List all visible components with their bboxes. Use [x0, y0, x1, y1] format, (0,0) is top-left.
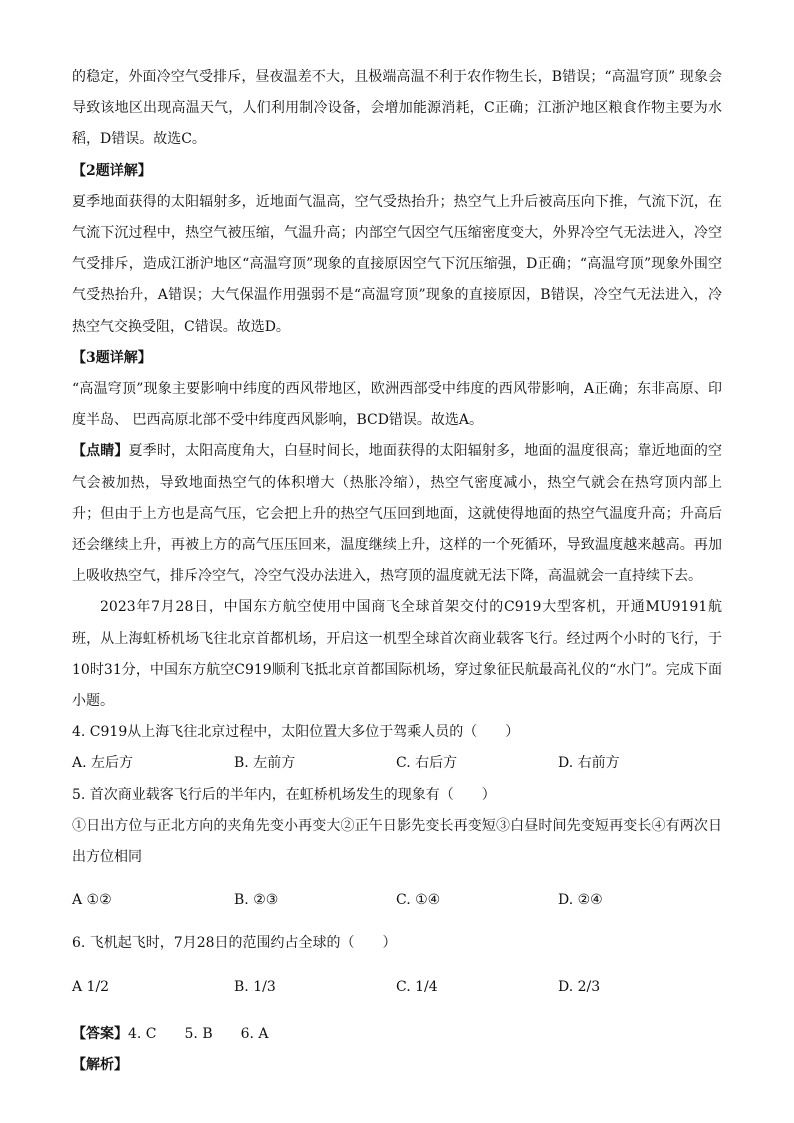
paragraph-tip	[72, 436, 722, 592]
option-b: B. ②③	[234, 892, 279, 909]
paragraph-intro: 2023年7月28日，中国东方航空使用中国商飞全球首架交付的C919大型客机，开通MU9191航班，从上海虹桥机场飞往北京首都机场，开启这一机型全球首次商业载客飞行。经过两个小时的飞行，于10时31分，中国东方航空C919顺利飞抵北京首都国际机场，穿过象征民航最高礼仪的“水门”。完成下面小题。	[72, 599, 722, 710]
answer-line	[72, 1019, 722, 1050]
question-4-options	[72, 748, 722, 779]
paragraph-continued-explanation: 的稳定，外面冷空气受排斥，昼夜温差不大，且极端高温不利于农作物生长，B错误；“高温穹顶” 现象会导致该地区出现高温天气，人们利用制冷设备，会增加能源消耗，C正确；江浙沪地区粮食作物主要为水稻，D错误。故选C。	[72, 69, 722, 148]
question-6-options	[72, 972, 722, 1003]
heading-q3-explanation: 【3题详解】	[72, 349, 152, 366]
paragraph-q2-explanation: 夏季地面获得的太阳辐射多，近地面气温高，空气受热抬升；热空气上升后被高压向下推，气流下沉，在气流下沉过程中，热空气被压缩，气温升高；内部空气因空气压缩密度变大，外界冷空气无法进入，冷空气受排斥，造成江浙沪地区“高温穹顶”现象的直接原因空气下沉压缩强，D正确；“高温穹顶”现象外围空气受热抬升，A错误；大气保温作用强弱不是“高温穹顶”现象的直接原因，B错误，冷空气无法进入，冷热空气交换受阻，C错误。故选D。	[72, 193, 722, 335]
option-b: B. 1/3	[234, 978, 276, 995]
heading-q2-explanation: 【2题详解】	[72, 162, 152, 179]
option-b: B. 左前方	[234, 755, 296, 772]
answer-text: 4. C 5. B 6. A	[128, 1025, 269, 1042]
option-d: D. 右前方	[558, 755, 620, 772]
option-d: D. 2/3	[558, 978, 601, 995]
option-d: D. ②④	[558, 892, 603, 909]
option-a: A. 左后方	[72, 755, 134, 772]
spacer	[72, 960, 722, 972]
option-c: C. 右后方	[396, 755, 458, 772]
question-5-items: ①日出方位与正北方向的夹角先变小再变大②正午日影先变长再变短③白昼时间先变短再变长④有两次日出方位相同	[72, 817, 722, 866]
answer-label: 【答案】	[72, 1025, 128, 1042]
tip-label: 【点睛】	[72, 443, 129, 460]
option-c: C. ①④	[396, 892, 441, 909]
spacer	[72, 873, 722, 885]
spacer	[72, 1003, 722, 1019]
analysis-label: 【解析】	[72, 1057, 128, 1074]
paragraph-q3-explanation: “高温穹顶”现象主要影响中纬度的西风带地区，欧洲西部受中纬度的西风带影响，A正确；东非高原、印度半岛、 巴西高原北部不受中纬度西风影响，BCD错误。故选A。	[72, 381, 722, 429]
tip-text: 夏季时，太阳高度角大，白昼时间长，地面获得的太阳辐射多，地面的温度很高；靠近地面的空气会被加热，导致地面热空气的体积增大（热胀冷缩），热空气密度减小，热空气就会在热穹顶内部上升；但由于上方也是高气压，它会把上升的热空气压回到地面，这就使得地面的热空气温度升高；升高后还会继续上升，再被上方的高气压压回来，温度继续上升，这样的一个死循环，导致温度越来越高。再加上吸收热空气，排斥冷空气，冷空气没办法进入，热穹顶的温度就无法下降，高温就会一直持续下去。	[72, 443, 723, 585]
question-5-options	[72, 885, 722, 916]
document-page	[72, 62, 722, 1081]
option-a: A ①②	[72, 892, 112, 909]
question-4-stem: 4. C919从上海飞往北京过程中，太阳位置大多位于驾乘人员的（ ）	[72, 724, 520, 741]
question-6-stem: 6. 飞机起飞时，7月28日的范围约占全球的（ ）	[72, 935, 397, 952]
option-c: C. 1/4	[396, 978, 438, 995]
question-5-stem: 5. 首次商业载客飞行后的半年内，在虹桥机场发生的现象有（ ）	[72, 786, 496, 803]
spacer	[72, 916, 722, 928]
option-a: A 1/2	[72, 978, 110, 995]
